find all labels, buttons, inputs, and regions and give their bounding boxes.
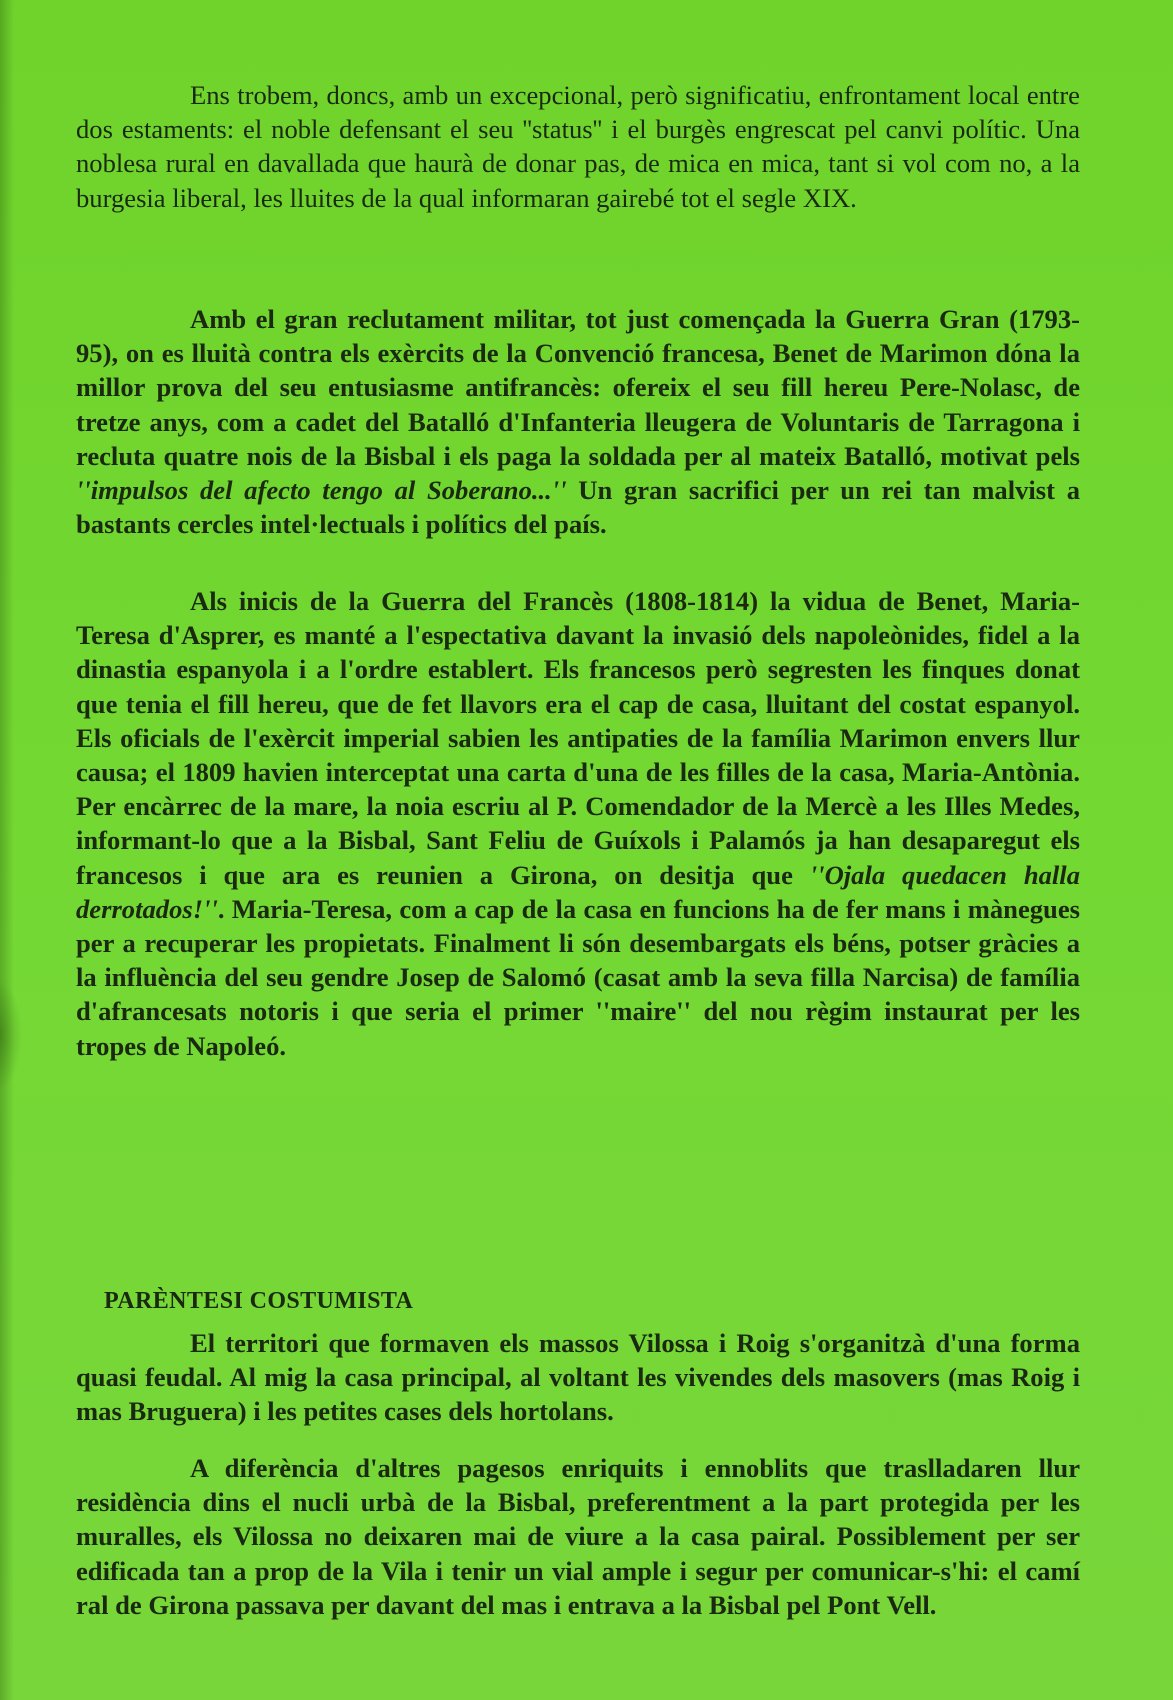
paragraph-text: El territori que formaven els massos Vilossa i Roig s'organitzà d'una forma quasi feudal. Al mig la casa principal, al voltant les vivendes dels masovers (mas Roig i mas Bruguera) i les petites cases dels hortolans. [76, 1328, 1080, 1427]
paragraph-nobility-conflict [76, 78, 1080, 215]
paragraph-guerra-gran [76, 302, 1080, 541]
text-run: . Maria-Teresa, com a cap de la casa en funcions ha de fer mans i mànegues per a recuperar les propietats. Finalment li són desembargats els béns, potser gràcies a la influència del seu gendre Josep de Salomó (casat amb la seva filla Narcisa) de família d'afrancesats notoris i que seria el primer ''maire'' del nou règim instaurat per les tropes de Napoleó. [76, 893, 1080, 1061]
paragraph-text [76, 584, 1080, 1063]
paragraph-guerra-frances [76, 584, 1080, 1063]
page-edge-shadow [0, 980, 22, 1090]
paragraph-territori [76, 1326, 1080, 1429]
paragraph-text [76, 302, 1080, 541]
text-run: Amb el gran reclutament militar, tot just començada la Guerra Gran (1793-95), on es lluità contra els exèrcits de la Convenció francesa, Benet de Marimon dóna la millor prova del seu entusiasme antifrancès: ofereix el seu fill hereu Pere-Nolasc, de tretze anys, com a cadet del Batalló d'Infanteria lleugera de Voluntaris de Tarragona i recluta quatre nois de la Bisbal i els paga la soldada per al mateix Batalló, motivat pels [76, 304, 1080, 471]
paragraph-text: A diferència d'altres pagesos enriquits i ennoblits que traslladaren llur residència dins el nucli urbà de la Bisbal, preferentment a la part protegida per les muralles, els Vilossa no deixaren mai de viure a la casa pairal. Possiblement per ser edificada tan a prop de la Vila i tenir un vial ample i segur per comunicar-s'hi: el camí ral de Girona passava per davant del mas i entrava a la Bisbal pel Pont Vell. [76, 1453, 1080, 1620]
section-heading: PARÈNTESI COSTUMISTA [104, 1288, 414, 1314]
text-run: Als inicis de la Guerra del Francès (1808-1814) la vidua de Benet, Maria-Teresa d'Asprer, es manté a l'espectativa davant la invasió dels napoleònides, fidel a la dinastia espanyola i a l'ordre establert. Els francesos però segresten les finques donat que tenia el fill hereu, que de fet llavors era el cap de casa, lluitant del costat espanyol. Els oficials de l'exèrcit imperial sabien les antipaties de la família Marimon envers llur causa; el 1809 havien interceptat una carta d'una de les filles de la casa, Maria-Antònia. Per encàrrec de la mare, la noia escriu al P. Comendador de la Mercè a les Illes Medes, informant-lo que a la Bisbal, Sant Feliu de Guíxols i Palamós ja han desaparegut els francesos i que ara es reunien a Girona, on desitja que [76, 586, 1080, 890]
quotation: ''impulsos del afecto tengo al Soberano...'' [76, 475, 567, 506]
paragraph-text: Ens trobem, doncs, amb un excepcional, però significatiu, enfrontament local entre dos estaments: el noble defensant el seu ''status'' i el burgès engrescat pel canvi polític. Una noblesa rural en davallada que haurà de donar pas, de mica en mica, tant si vol com no, a la burgesia liberal, les lluites de la qual informaran gairebé tot el segle XIX. [76, 80, 1080, 213]
paragraph-casa-pairal [76, 1451, 1080, 1622]
text-run: Un gran sacrifici per un rei tan malvist a bastants cercles intel·lectuals i polítics del país. [76, 475, 1080, 540]
quotation: ''Ojala quedacen halla derrotados!'' [76, 859, 1080, 924]
